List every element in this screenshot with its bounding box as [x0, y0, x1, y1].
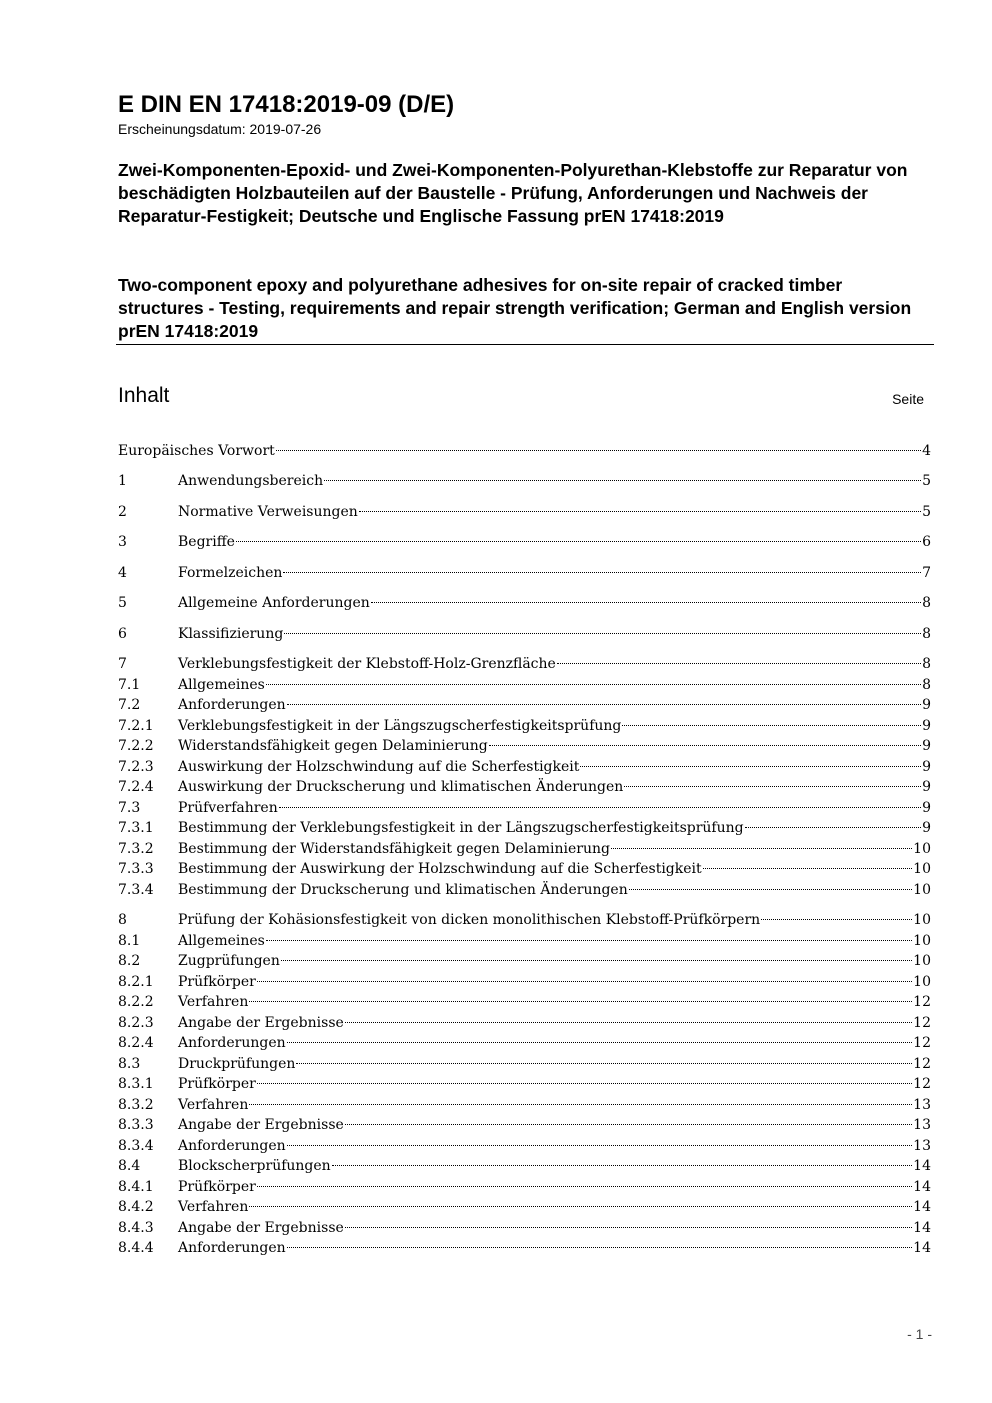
toc-entry-number: 8.4.4: [118, 1240, 154, 1256]
page-number: - 1 -: [907, 1326, 932, 1342]
toc-entry-page: 13: [913, 1097, 931, 1113]
toc-entry-title: Anforderungen: [178, 697, 286, 713]
toc-entry-page: 14: [913, 1240, 931, 1256]
title-german: Zwei-Komponenten-Epoxid- und Zwei-Komponenten-Polyurethan-Klebstoffe zur Reparatur von beschädigten Holzbauteilen auf der Baustelle - Prüfung, Anforderungen und Nachweis der Reparatur-Festigkeit; Deutsche und Englische Fassung prEN 17418:2019: [118, 160, 908, 226]
toc-entry[interactable]: [118, 859, 931, 879]
toc-entry-number: 2: [118, 504, 127, 520]
toc-entry-title: Bestimmung der Auswirkung der Holzschwindung auf die Scherfestigkeit: [178, 861, 702, 877]
toc-entry-number: 5: [118, 595, 127, 611]
toc-entry-title: Prüfverfahren: [178, 800, 278, 816]
toc-dot-leader: [287, 704, 921, 705]
title-divider: [116, 344, 934, 345]
toc-entry-page: 12: [913, 1035, 931, 1051]
toc-entry[interactable]: [118, 839, 931, 859]
toc-entry[interactable]: [118, 757, 931, 777]
toc-entry[interactable]: [118, 931, 931, 951]
toc-entry-number: 7.3.3: [118, 861, 154, 877]
toc-entry-page: 10: [913, 974, 931, 990]
toc-entry-number: 8.2: [118, 953, 141, 969]
toc-entry[interactable]: [118, 972, 931, 992]
toc-entry[interactable]: [118, 1033, 931, 1053]
toc-entry-title: Angabe der Ergebnisse: [178, 1015, 344, 1031]
toc-entry[interactable]: [118, 563, 931, 583]
toc-entry-title: Angabe der Ergebnisse: [178, 1220, 344, 1236]
toc-entry-title: Anforderungen: [178, 1138, 286, 1154]
toc-entry-title: Begriffe: [178, 534, 235, 550]
toc-entry-page: 14: [913, 1158, 931, 1174]
toc-entry-title: Allgemeines: [178, 933, 265, 949]
toc-dot-leader: [371, 602, 921, 603]
toc-entry-page: 5: [922, 473, 931, 489]
toc-entry-page: 8: [922, 626, 931, 642]
toc-dot-leader: [257, 981, 912, 982]
toc-entry-page: 12: [913, 1056, 931, 1072]
toc-entry-title: Angabe der Ergebnisse: [178, 1117, 344, 1133]
toc-entry-number: 6: [118, 626, 127, 642]
toc-entry-number: 8: [118, 912, 127, 928]
toc-entry-title: Bestimmung der Verklebungsfestigkeit in der Längszugscherfestigkeitsprüfung: [178, 820, 744, 836]
toc-dot-leader: [580, 766, 921, 767]
toc-dot-leader: [249, 1001, 912, 1002]
toc-entry[interactable]: [118, 593, 931, 613]
toc-entry-number: 7.3.2: [118, 841, 154, 857]
toc-entry[interactable]: [118, 951, 931, 971]
toc-entry-title: Zugprüfungen: [178, 953, 280, 969]
toc-entry[interactable]: [118, 1013, 931, 1033]
toc-entry-number: 7.3.4: [118, 882, 154, 898]
toc-entry[interactable]: [118, 798, 931, 818]
toc-entry-page: 10: [913, 912, 931, 928]
toc-entry-number: 1: [118, 473, 127, 489]
toc-entry[interactable]: [118, 992, 931, 1012]
toc-entry-title: Verfahren: [178, 1097, 249, 1113]
toc-entry[interactable]: [118, 532, 931, 552]
toc-dot-leader: [611, 848, 912, 849]
toc-dot-leader: [489, 745, 921, 746]
toc-entry-number: 8.1: [118, 933, 141, 949]
toc-entry-page: 9: [922, 820, 931, 836]
toc-entry-number: 7.2.2: [118, 738, 154, 754]
toc-entry-number: 7.2.1: [118, 718, 154, 734]
toc-entry-title: Allgemeine Anforderungen: [178, 595, 370, 611]
toc-entry[interactable]: [118, 910, 931, 930]
toc-dot-leader: [359, 511, 921, 512]
toc-dot-leader: [745, 827, 921, 828]
toc-dot-leader: [281, 960, 912, 961]
toc-entry-number: 4: [118, 565, 127, 581]
toc-entry-title: Widerstandsfähigkeit gegen Delaminierung: [178, 738, 488, 754]
toc-entry-page: 4: [922, 443, 931, 459]
toc-dot-leader: [557, 663, 921, 664]
toc-entry-title: Bestimmung der Widerstandsfähigkeit gegen Delaminierung: [178, 841, 610, 857]
toc-entry-title: Anwendungsbereich: [178, 473, 324, 489]
toc-entry-number: 7.2.4: [118, 779, 154, 795]
toc-entry-page: 5: [922, 504, 931, 520]
toc-entry-page: 7: [922, 565, 931, 581]
toc-entry-page: 9: [922, 759, 931, 775]
toc-entry-number: 8.4: [118, 1158, 141, 1174]
toc-dot-leader: [296, 1063, 912, 1064]
toc-entry-page: 8: [922, 677, 931, 693]
toc-dot-leader: [257, 1083, 912, 1084]
toc-entry-page: 14: [913, 1220, 931, 1236]
toc-entry[interactable]: [118, 502, 931, 522]
toc-entry[interactable]: [118, 654, 931, 674]
toc-entry-number: 8.2.4: [118, 1035, 154, 1051]
toc-dot-leader: [624, 786, 921, 787]
toc-entry-number: 7.3: [118, 800, 141, 816]
toc-entry-page: 14: [913, 1199, 931, 1215]
toc-entry-title: Verfahren: [178, 994, 249, 1010]
toc-dot-leader: [324, 480, 921, 481]
toc-dot-leader: [629, 889, 912, 890]
title-english: Two-component epoxy and polyurethane adhesives for on-site repair of cracked timber structures - Testing, requirements and repair strength verification; German and English version prEN 17418:2019: [118, 275, 912, 341]
toc-entry-page: 10: [913, 953, 931, 969]
toc-dot-leader: [332, 1165, 912, 1166]
toc-entry-title: Blockscherprüfungen: [178, 1158, 331, 1174]
toc-entry[interactable]: [118, 1156, 931, 1176]
toc-entry-number: 8.4.3: [118, 1220, 154, 1236]
toc-entry-page: 9: [922, 697, 931, 713]
toc-dot-leader: [703, 868, 913, 869]
toc-dot-leader: [236, 541, 921, 542]
toc-entry-page: 10: [913, 841, 931, 857]
publication-date: Erscheinungsdatum: 2019-07-26: [118, 121, 322, 137]
toc-entry[interactable]: [118, 1218, 931, 1238]
toc-dot-leader: [287, 1145, 913, 1146]
document-id: E DIN EN 17418:2019-09 (D/E): [118, 91, 455, 118]
toc-dot-leader: [761, 919, 912, 920]
toc-dot-leader: [345, 1022, 912, 1023]
toc-dot-leader: [284, 633, 921, 634]
toc-entry-title: Allgemeines: [178, 677, 265, 693]
toc-entry-title: Anforderungen: [178, 1240, 286, 1256]
toc-entry-number: 7: [118, 656, 127, 672]
toc-entry-page: 8: [922, 656, 931, 672]
toc-entry-number: 8.3.1: [118, 1076, 154, 1092]
toc-entry-page: 8: [922, 595, 931, 611]
toc-entry[interactable]: [118, 1197, 931, 1217]
toc-dot-leader: [249, 1206, 912, 1207]
toc-entry-page: 6: [922, 534, 931, 550]
toc-entry-page: 13: [913, 1117, 931, 1133]
toc-page-label: Seite: [892, 391, 924, 407]
toc-entry-title: Klassifizierung: [178, 626, 284, 642]
toc-entry-number: 8.3.4: [118, 1138, 154, 1154]
toc-dot-leader: [287, 1042, 913, 1043]
toc-dot-leader: [266, 940, 912, 941]
toc-entry-title: Europäisches Vorwort: [118, 443, 275, 459]
toc-entry-title: Prüfkörper: [178, 1179, 256, 1195]
toc-entry[interactable]: [118, 441, 931, 461]
toc-dot-leader: [276, 450, 921, 451]
toc-dot-leader: [249, 1104, 912, 1105]
toc-dot-leader: [287, 1247, 913, 1248]
toc-entry-number: 8.2.1: [118, 974, 154, 990]
toc-heading: Inhalt: [118, 384, 170, 407]
toc-entry-title: Druckprüfungen: [178, 1056, 296, 1072]
toc-entry-number: 8.3: [118, 1056, 141, 1072]
toc-entry-number: 8.2.3: [118, 1015, 154, 1031]
toc-entry-number: 8.4.1: [118, 1179, 154, 1195]
toc-entry-page: 9: [922, 779, 931, 795]
toc-entry-page: 9: [922, 800, 931, 816]
toc-entry-title: Anforderungen: [178, 1035, 286, 1051]
toc-entry[interactable]: [118, 1095, 931, 1115]
toc-entry-number: 7.1: [118, 677, 141, 693]
toc-entry[interactable]: [118, 777, 931, 797]
toc-entry-title: Prüfkörper: [178, 1076, 256, 1092]
toc-dot-leader: [266, 684, 921, 685]
toc-entry-title: Auswirkung der Holzschwindung auf die Scherfestigkeit: [178, 759, 580, 775]
toc-entry-title: Auswirkung der Druckscherung und klimatischen Änderungen: [178, 779, 624, 795]
toc-entry[interactable]: [118, 716, 931, 736]
toc-entry-page: 12: [913, 1076, 931, 1092]
toc-entry-page: 9: [922, 718, 931, 734]
toc-entry[interactable]: [118, 1054, 931, 1074]
toc-entry-page: 9: [922, 738, 931, 754]
toc-entry-title: Prüfkörper: [178, 974, 256, 990]
toc-entry-title: Formelzeichen: [178, 565, 283, 581]
toc-entry[interactable]: [118, 1074, 931, 1094]
toc-entry-number: 8.4.2: [118, 1199, 154, 1215]
toc-entry-number: 3: [118, 534, 127, 550]
toc-entry[interactable]: [118, 1136, 931, 1156]
toc-entry[interactable]: [118, 1238, 931, 1258]
toc-entry[interactable]: [118, 818, 931, 838]
toc-entry-page: 10: [913, 933, 931, 949]
toc-dot-leader: [622, 725, 921, 726]
toc-entry[interactable]: [118, 471, 931, 491]
toc-dot-leader: [345, 1124, 912, 1125]
toc-dot-leader: [279, 807, 921, 808]
toc-entry-number: 7.2: [118, 697, 141, 713]
toc-dot-leader: [345, 1227, 912, 1228]
toc-entry[interactable]: [118, 695, 931, 715]
toc-entry[interactable]: [118, 1115, 931, 1135]
toc-entry-page: 14: [913, 1179, 931, 1195]
toc-entry-title: Verklebungsfestigkeit der Klebstoff-Holz-Grenzfläche: [178, 656, 556, 672]
toc-dot-leader: [283, 572, 921, 573]
toc-entry-title: Bestimmung der Druckscherung und klimatischen Änderungen: [178, 882, 628, 898]
toc-entry-number: 8.2.2: [118, 994, 154, 1010]
toc-entry-number: 8.3.2: [118, 1097, 154, 1113]
toc-entry-page: 12: [913, 1015, 931, 1031]
toc-entry-page: 12: [913, 994, 931, 1010]
toc-entry-page: 10: [913, 882, 931, 898]
toc-entry-page: 13: [913, 1138, 931, 1154]
toc-entry[interactable]: [118, 1177, 931, 1197]
toc-entry-title: Verfahren: [178, 1199, 249, 1215]
toc-entry-title: Normative Verweisungen: [178, 504, 358, 520]
toc-dot-leader: [257, 1186, 912, 1187]
toc-entry-number: 7.3.1: [118, 820, 154, 836]
toc-entry[interactable]: [118, 736, 931, 756]
toc-entry[interactable]: [118, 880, 931, 900]
toc-entry-number: 8.3.3: [118, 1117, 154, 1133]
toc-entry-title: Verklebungsfestigkeit in der Längszugscherfestigkeitsprüfung: [178, 718, 622, 734]
toc-entry-page: 10: [913, 861, 931, 877]
toc-entry-title: Prüfung der Kohäsionsfestigkeit von dicken monolithischen Klebstoff-Prüfkörpern: [178, 912, 761, 928]
toc-entry-number: 7.2.3: [118, 759, 154, 775]
toc-entry[interactable]: [118, 624, 931, 644]
toc-entry[interactable]: [118, 675, 931, 695]
